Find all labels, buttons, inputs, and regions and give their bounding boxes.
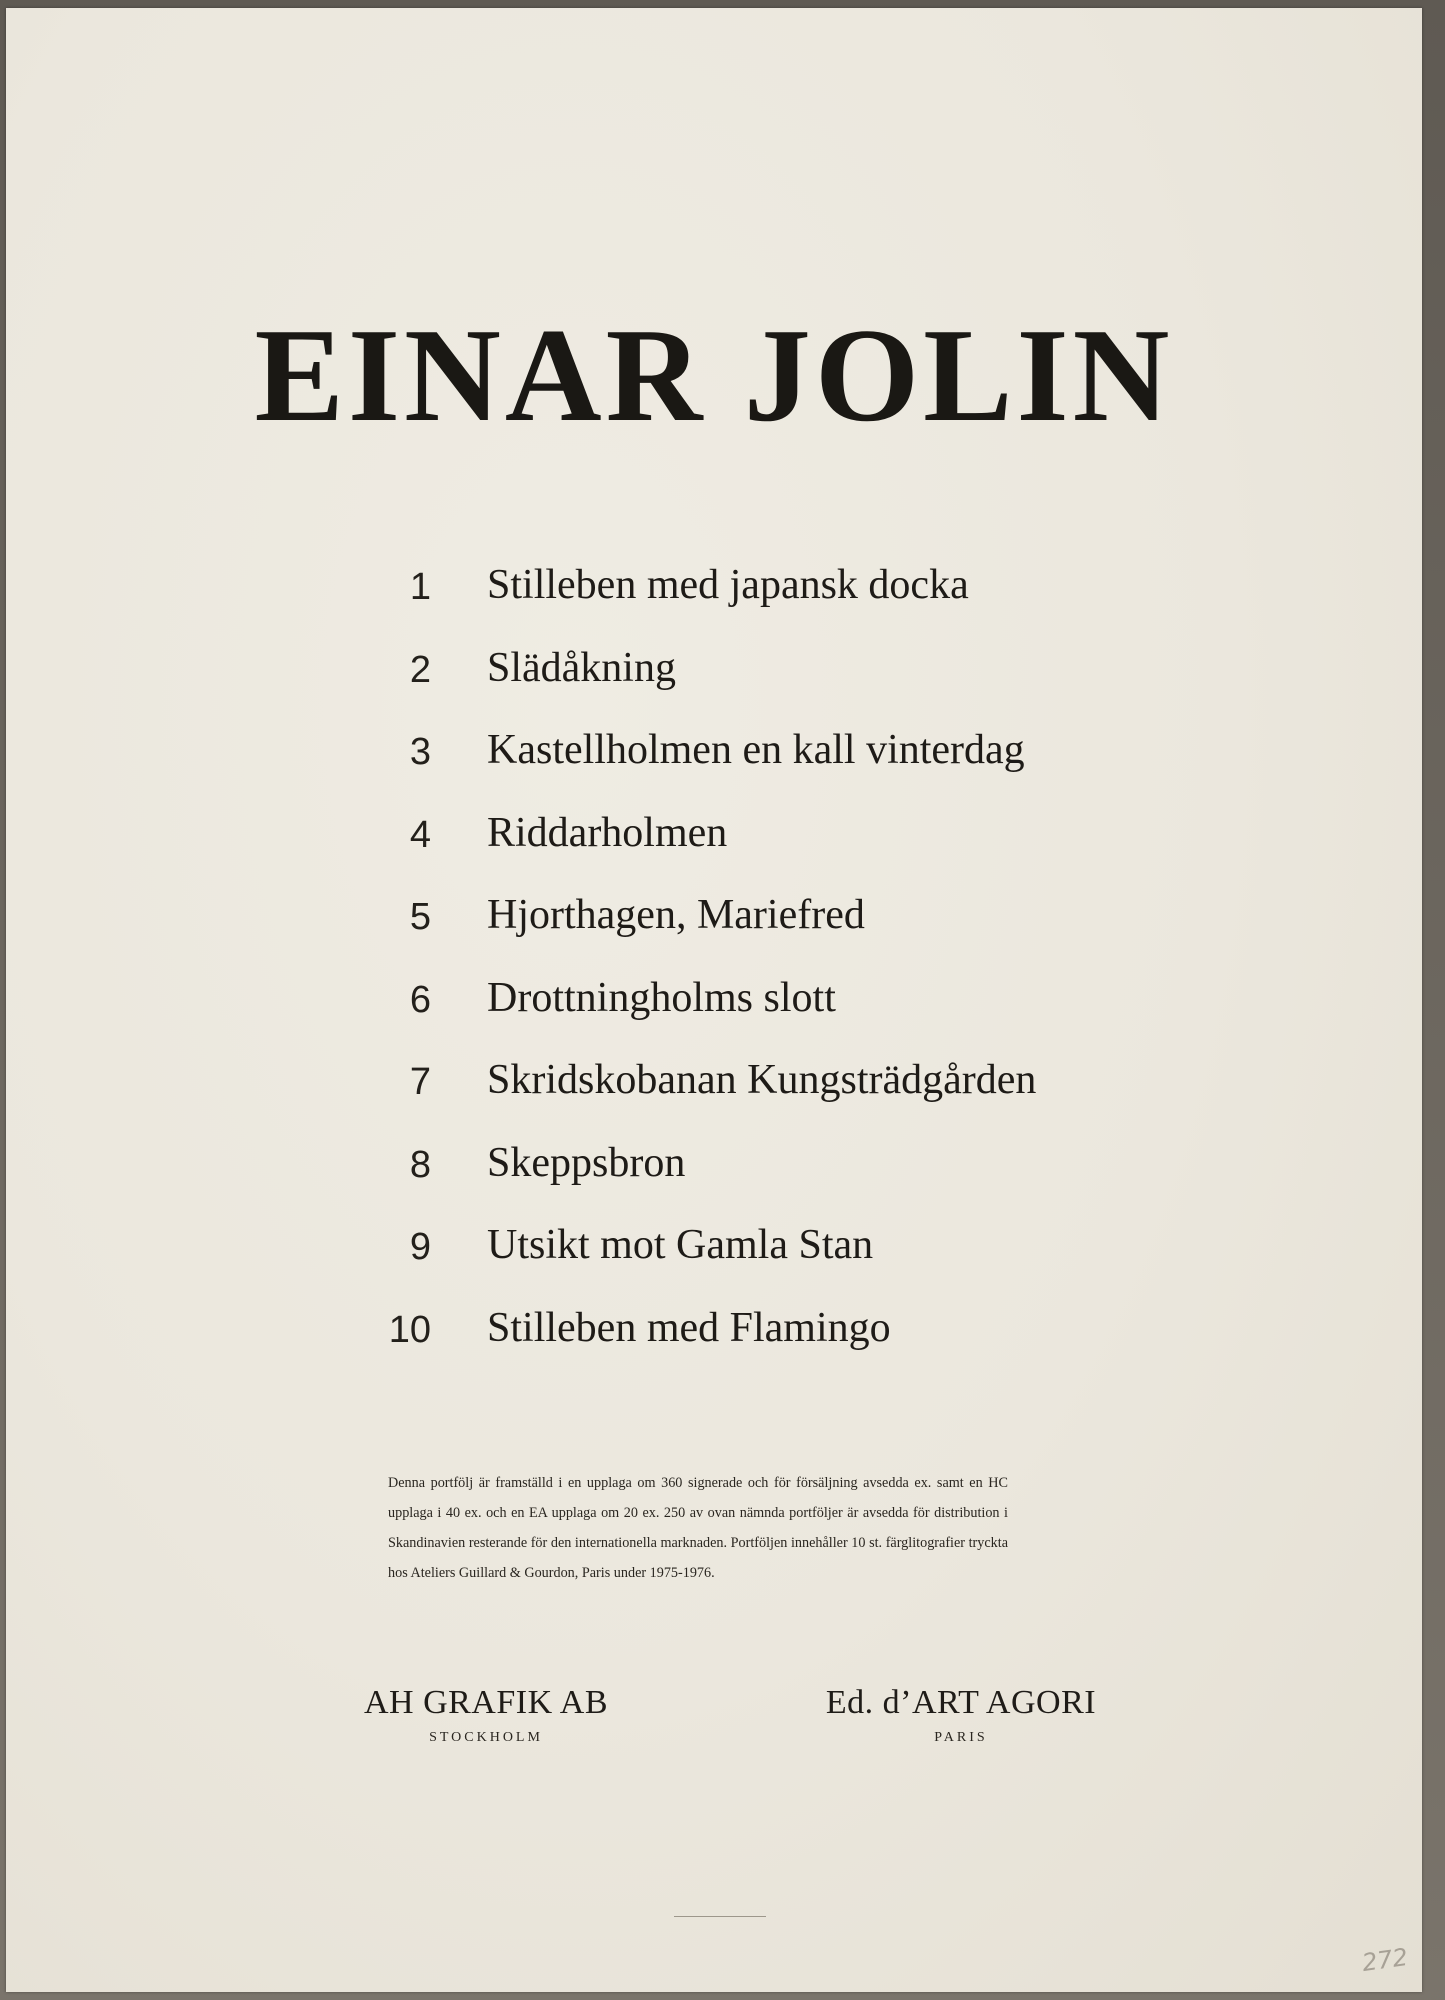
artist-title: EINAR JOLIN: [254, 301, 1174, 449]
work-number: 5: [409, 896, 431, 938]
work-number: 4: [409, 813, 431, 856]
publisher-stockholm: [346, 1686, 626, 1746]
work-number: 6: [409, 978, 431, 1021]
list-item: [371, 564, 1171, 647]
list-item: [371, 644, 1171, 730]
work-number: 7: [409, 1061, 431, 1103]
work-title: Skridskobanan Kungsträdgården: [487, 1057, 1037, 1103]
list-item: [371, 1139, 1171, 1225]
work-title: Drottningholms slott: [487, 974, 836, 1021]
list-item: [371, 729, 1171, 812]
work-number: 8: [409, 1143, 431, 1186]
work-number: 10: [388, 1308, 431, 1351]
publisher-name: AH GRAFIK AB: [363, 1684, 609, 1721]
list-item: [371, 1059, 1171, 1142]
work-title: Riddarholmen: [487, 809, 728, 856]
work-title: Utsikt mot Gamla Stan: [487, 1222, 874, 1268]
list-item: [371, 1304, 1171, 1390]
works-list: [371, 564, 1171, 1389]
work-title: Stilleben med japansk docka: [487, 562, 969, 608]
publisher-name: Ed. d’ART AGORI: [825, 1684, 1097, 1721]
work-title: Kastellholmen en kall vinterdag: [487, 727, 1025, 773]
work-title: Skeppsbron: [487, 1139, 686, 1186]
work-number: 3: [409, 731, 431, 773]
publisher-city: PARIS: [934, 1730, 988, 1745]
publisher-paris: [806, 1686, 1116, 1746]
work-number: 9: [409, 1226, 431, 1268]
edition-colophon: Denna portfölj är framställd i en upplaga om 360 signerade och för försäljning avsedda ex. samt en HC upplaga i 40 ex. och en EA upplaga om 20 ex. 250 av ovan nämnda portföljer är avsedda för distribution i Skandinavien resterande för den internationella marknaden. Portföljen innehåller 10 st. färglitografier tryckta hos Ateliers Guillard & Gourdon, Paris under 1975-1976.: [388, 1475, 1008, 1581]
work-title: Hjorthagen, Mariefred: [487, 892, 865, 938]
printer-divider: [674, 1916, 766, 1917]
list-item: [371, 809, 1171, 895]
poster-sheet: [6, 8, 1422, 1992]
work-number: 1: [409, 566, 431, 608]
work-title: Stilleben med Flamingo: [487, 1304, 891, 1351]
list-item: [371, 974, 1171, 1060]
pencil-inventory-number: 272: [1360, 1942, 1410, 1978]
publisher-city: STOCKHOLM: [429, 1730, 543, 1745]
list-item: [371, 894, 1171, 977]
work-title: Slädåkning: [487, 644, 676, 691]
list-item: [371, 1224, 1171, 1307]
work-number: 2: [409, 648, 431, 691]
